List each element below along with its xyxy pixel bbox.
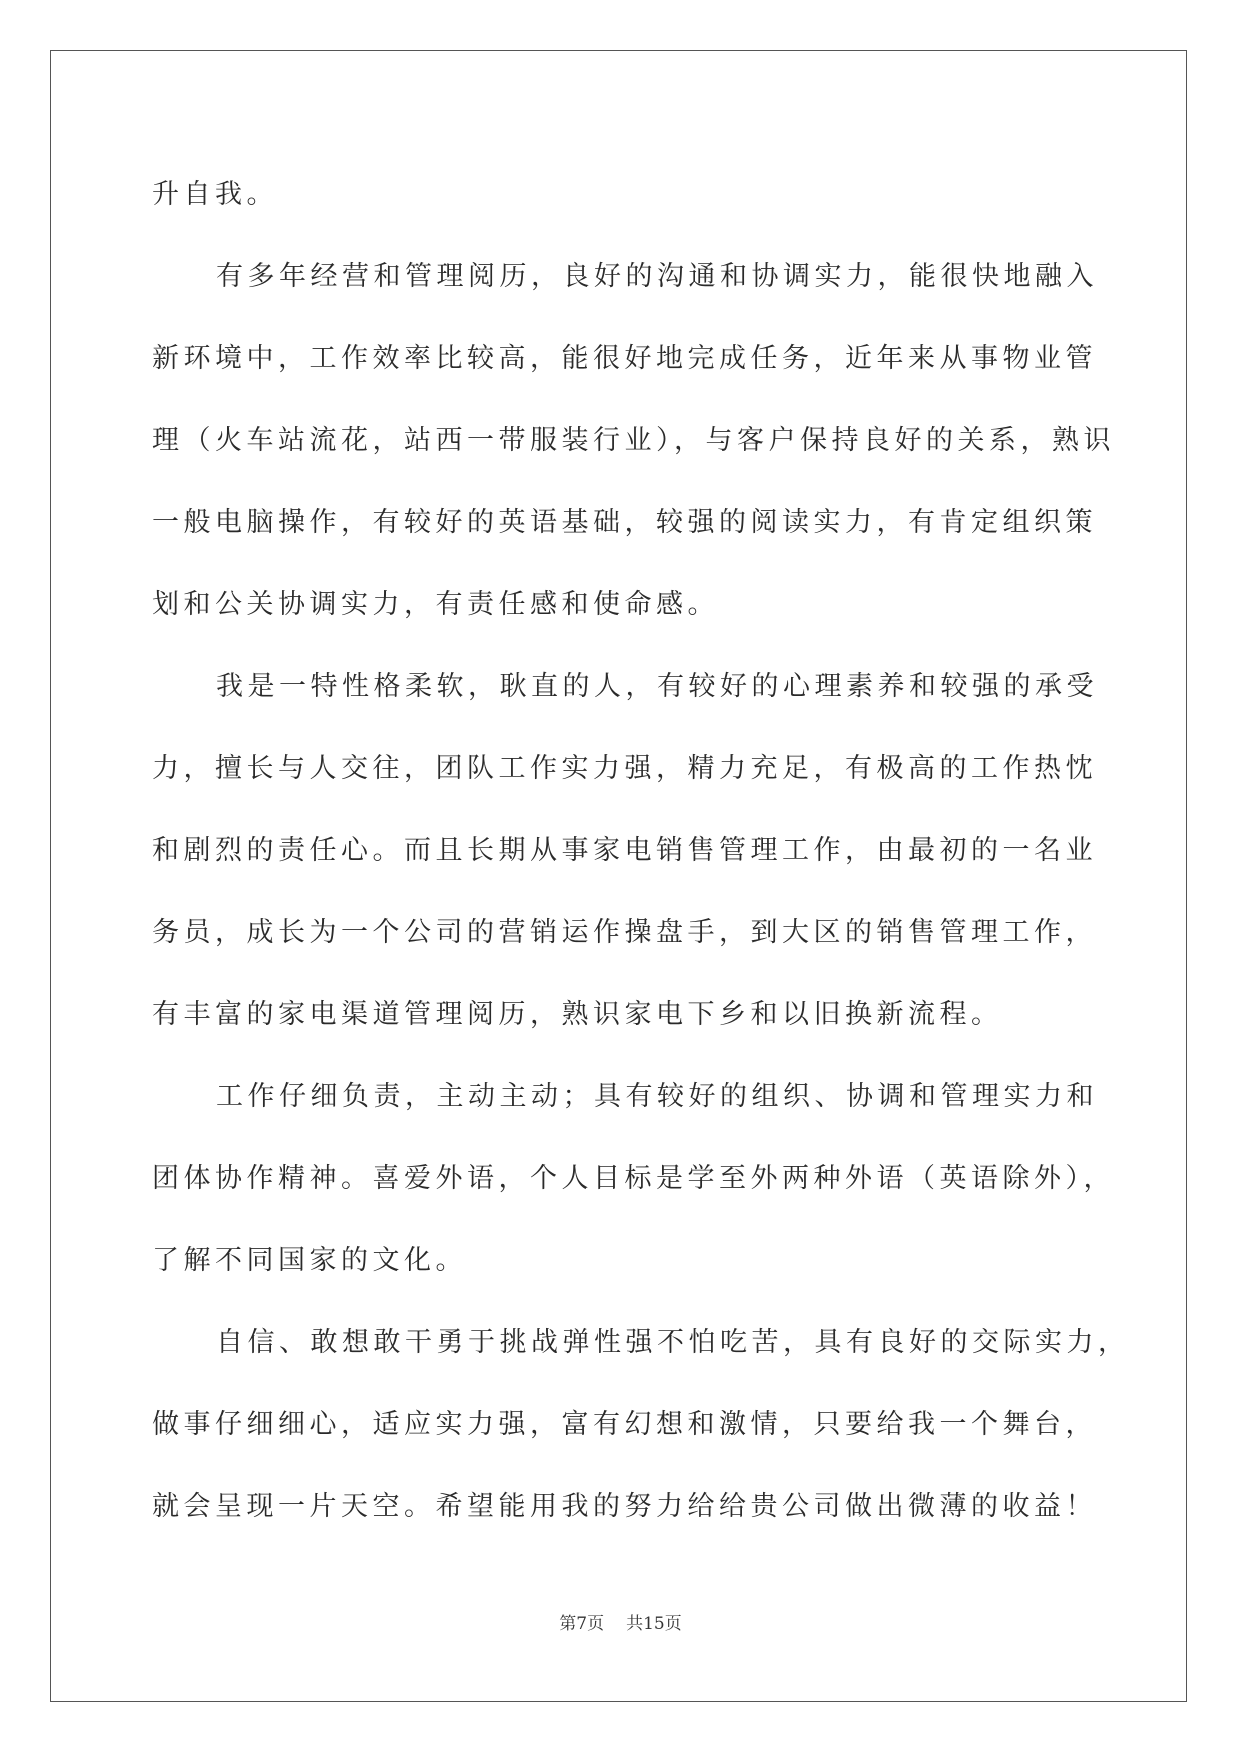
document-body (152, 165, 1130, 1559)
text-line: 划和公关协调实力，有责任感和使命感。 (152, 589, 719, 620)
text-line: 我是一特性格柔软，耿直的人，有较好的心理素养和较强的承受 (216, 671, 1098, 702)
text-line: 一般电脑操作，有较好的英语基础，较强的阅读实力，有肯定组织策 (152, 507, 1097, 538)
paragraph (152, 1313, 1130, 1559)
text-line: 务员，成长为一个公司的营销运作操盘手，到大区的销售管理工作， (152, 917, 1097, 948)
paragraph (152, 165, 1092, 247)
paragraph (152, 247, 1115, 657)
page-number: 第7页 (559, 1614, 605, 1634)
text-line: 有丰富的家电渠道管理阅历，熟识家电下乡和以旧换新流程。 (152, 999, 1003, 1030)
text-line: 就会呈现一片天空。希望能用我的努力给给贵公司做出微薄的收益！ (152, 1491, 1097, 1522)
page-footer (0, 1612, 1241, 1636)
text-line: 工作仔细负责，主动主动；具有较好的组织、协调和管理实力和 (216, 1081, 1098, 1112)
text-line: 力，擅长与人交往，团队工作实力强，精力充足，有极高的工作热忱 (152, 753, 1097, 784)
text-line: 升自我。 (152, 179, 278, 210)
paragraph (152, 1067, 1115, 1313)
text-line: 团体协作精神。喜爱外语，个人目标是学至外两种外语（英语除外）， (152, 1163, 1115, 1194)
text-line: 了解不同国家的文化。 (152, 1245, 467, 1276)
text-line: 有多年经营和管理阅历，良好的沟通和协调实力，能很快地融入 (216, 261, 1098, 292)
paragraph (152, 657, 1098, 1067)
page-total: 共15页 (626, 1614, 682, 1634)
text-line: 和剧烈的责任心。而且长期从事家电销售管理工作，由最初的一名业 (152, 835, 1097, 866)
text-line: 自信、敢想敢干勇于挑战弹性强不怕吃苦，具有良好的交际实力， (216, 1327, 1130, 1358)
text-line: 新环境中，工作效率比较高，能很好地完成任务，近年来从事物业管 (152, 343, 1097, 374)
text-line: 做事仔细细心，适应实力强，富有幻想和激情，只要给我一个舞台， (152, 1409, 1097, 1440)
text-line: 理（火车站流花，站西一带服装行业），与客户保持良好的关系，熟识 (152, 425, 1115, 456)
